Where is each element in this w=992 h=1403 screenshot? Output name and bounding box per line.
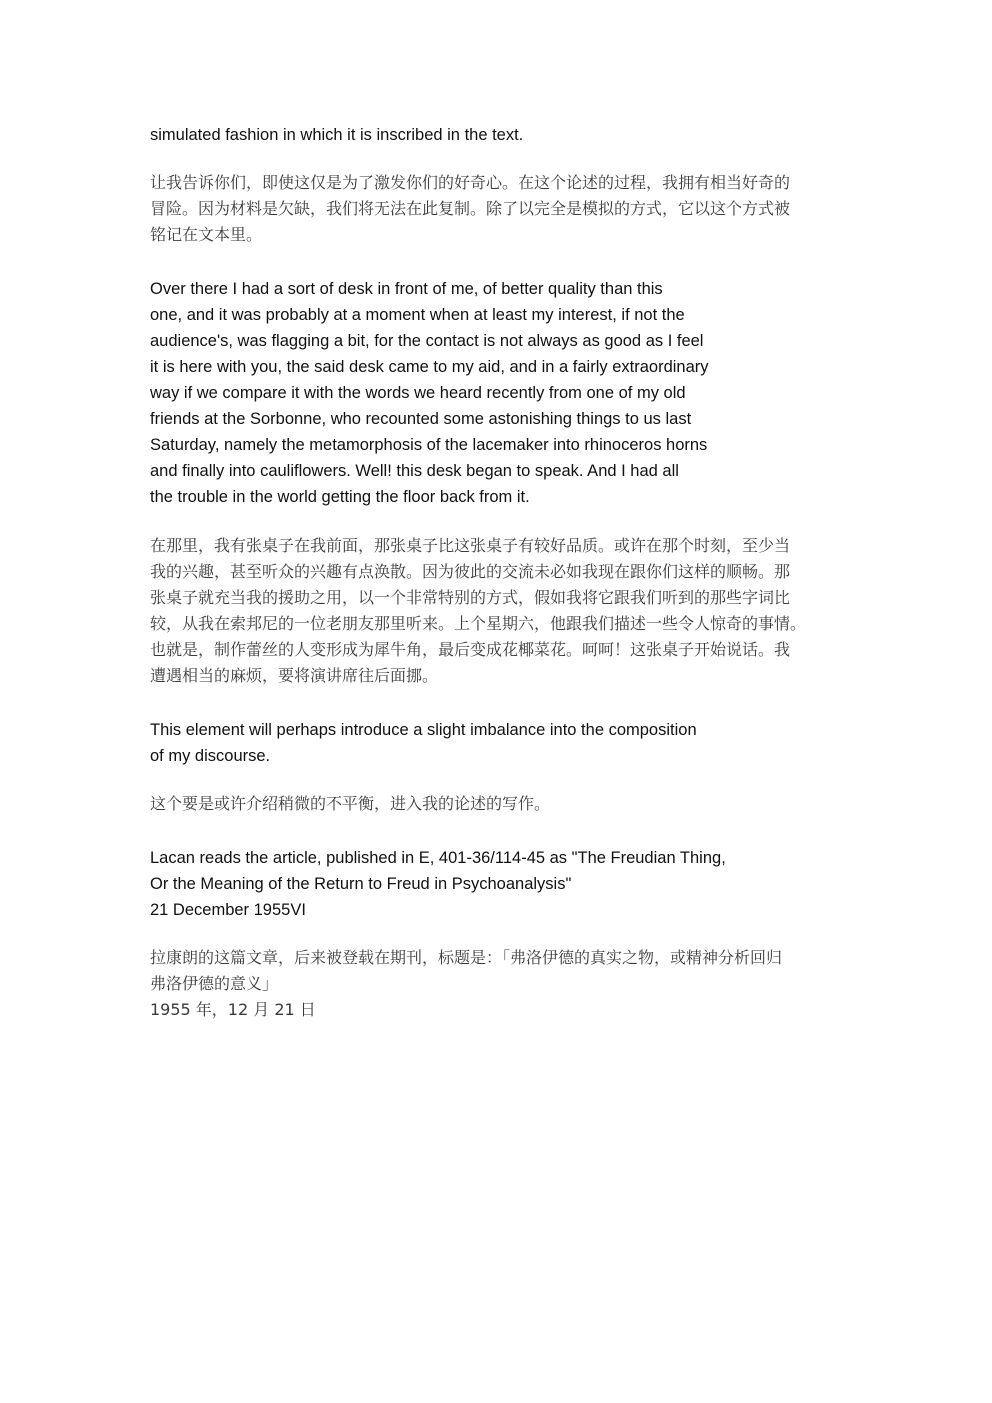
text-line: 这个要是或许介绍稍微的不平衡，进入我的论述的写作。 — [150, 794, 551, 813]
text-line: Over there I had a sort of desk in front of me, of better quality than this — [150, 280, 663, 298]
date-line: 1955 年，12 月 21 日 — [150, 1000, 316, 1019]
text-line: 在那里，我有张桌子在我前面，那张桌子比这张桌子有较好品质。或许在那个时刻，至少当 — [150, 536, 791, 555]
text-line: Saturday, namely the metamorphosis of the lacemaker into rhinoceros horns — [150, 436, 708, 454]
document-body — [150, 120, 850, 1023]
text-line: one, and it was probably at a moment when at least my interest, if not the — [150, 306, 685, 324]
text-line: simulated fashion in which it is inscribed in the text. — [150, 126, 524, 144]
text-line: it is here with you, the said desk came to my aid, and in a fairly extraordinary — [150, 358, 709, 376]
text-line: Lacan reads the article, published in E, 401-36/114-45 as "The Freudian Thing, — [150, 849, 726, 867]
paragraph-zh-1 — [150, 170, 850, 248]
text-line: 冒险。因为材料是欠缺，我们将无法在此复制。除了以完全是模拟的方式，它以这个方式被 — [150, 199, 791, 218]
paragraph-zh-3 — [150, 791, 850, 817]
text-line: 铭记在文本里。 — [150, 225, 263, 244]
paragraph-en-citation — [150, 845, 850, 923]
text-line: This element will perhaps introduce a slight imbalance into the composition — [150, 721, 697, 739]
text-line: 拉康朗的这篇文章，后来被登载在期刊，标题是：「弗洛伊德的真实之物，或精神分析回归 — [150, 948, 783, 967]
text-line: of my discourse. — [150, 747, 271, 765]
paragraph-zh-citation — [150, 945, 850, 1023]
text-line: way if we compare it with the words we heard recently from one of my old — [150, 384, 686, 402]
text-line: 我的兴趣，甚至听众的兴趣有点涣散。因为彼此的交流未必如我现在跟你们这样的顺畅。那 — [150, 562, 791, 581]
text-line: the trouble in the world getting the floor back from it. — [150, 488, 530, 506]
paragraph-en-3 — [150, 717, 850, 769]
paragraph-en-2 — [150, 276, 850, 510]
paragraph-zh-2 — [150, 533, 850, 689]
text-line: Or the Meaning of the Return to Freud in Psychoanalysis" — [150, 875, 572, 893]
text-line: 张桌子就充当我的援助之用，以一个非常特别的方式，假如我将它跟我们听到的那些字词比 — [150, 588, 791, 607]
text-line: and finally into cauliflowers. Well! this desk began to speak. And I had all — [150, 462, 679, 480]
text-line: audience's, was flagging a bit, for the contact is not always as good as I feel — [150, 332, 704, 350]
text-line: 让我告诉你们，即使这仅是为了激发你们的好奇心。在这个论述的过程，我拥有相当好奇的 — [150, 173, 791, 192]
paragraph-en-1 — [150, 122, 850, 148]
text-line: friends at the Sorbonne, who recounted some astonishing things to us last — [150, 410, 692, 428]
text-line: 较，从我在索邦尼的一位老朋友那里听来。上个星期六，他跟我们描述一些令人惊奇的事情。 — [150, 614, 807, 633]
date-line: 21 December 1955VI — [150, 901, 306, 919]
text-line: 弗洛伊德的意义」 — [150, 974, 279, 993]
text-line: 遭遇相当的麻烦，要将演讲席往后面挪。 — [150, 666, 439, 685]
text-line: 也就是，制作蕾丝的人变形成为犀牛角，最后变成花椰菜花。呵呵！这张桌子开始说话。我 — [150, 640, 791, 659]
